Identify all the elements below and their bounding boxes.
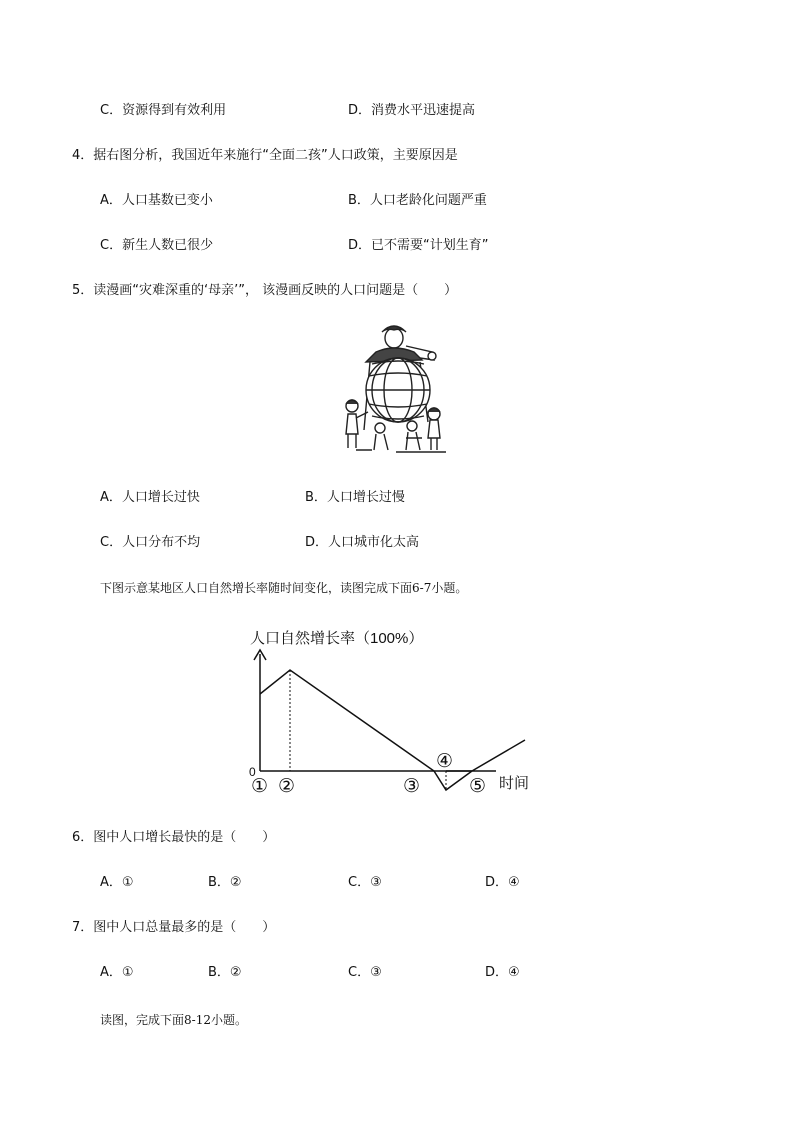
q7-option-b: B．② (208, 965, 242, 980)
growth-rate-chart (246, 624, 542, 802)
q5-option-d: D．人口城市化太高 (305, 535, 420, 550)
q6-stem: 6．图中人口增长最快的是（ ） (72, 830, 276, 845)
q5-stem: 5．读漫画“灾难深重的‘母亲’”， 该漫画反映的人口问题是（ ） (72, 283, 458, 298)
q4-option-d: D．已不需要“计划生育” (348, 238, 489, 253)
intro-6-7: 下图示意某地区人口自然增长率随时间变化，读图完成下面6-7小题。 (100, 581, 468, 595)
q6-option-d: D．④ (485, 875, 520, 890)
q7-option-d: D．④ (485, 965, 520, 980)
chart-xlabel: 时间 (499, 775, 530, 792)
point-label-5: ⑤ (469, 775, 487, 797)
point-label-3: ③ (403, 775, 421, 797)
q6-option-c: C．③ (348, 875, 382, 890)
q7-option-c: C．③ (348, 965, 382, 980)
q4-option-a: A．人口基数已变小 (100, 193, 213, 208)
q5-option-a: A．人口增长过快 (100, 490, 200, 505)
q4-option-b: B．人口老龄化问题严重 (348, 193, 487, 208)
cartoon-image (336, 322, 452, 458)
q7-option-a: A．① (100, 965, 134, 980)
intro-8-12: 读图，完成下面8-12小题。 (100, 1013, 247, 1027)
q3-option-c: C．资源得到有效利用 (100, 103, 227, 118)
growth-rate-line (260, 670, 525, 790)
q6-option-b: B．② (208, 875, 242, 890)
q4-option-c: C．新生人数已很少 (100, 238, 214, 253)
q6-option-a: A．① (100, 875, 134, 890)
point-label-4: ④ (436, 750, 454, 772)
point-label-2: ② (278, 775, 296, 797)
q5-option-c: C．人口分布不均 (100, 535, 201, 550)
q3-option-d: D．消费水平迅速提高 (348, 103, 476, 118)
q4-stem: 4．据右图分析，我国近年来施行“全面二孩”人口政策，主要原因是 (72, 148, 458, 163)
origin-label: 0 (249, 765, 256, 779)
q7-stem: 7．图中人口总量最多的是（ ） (72, 920, 276, 935)
point-label-1: ① (251, 775, 269, 797)
chart-ylabel: 人口自然增长率（100%） (250, 630, 424, 647)
q5-option-b: B．人口增长过慢 (305, 490, 405, 505)
